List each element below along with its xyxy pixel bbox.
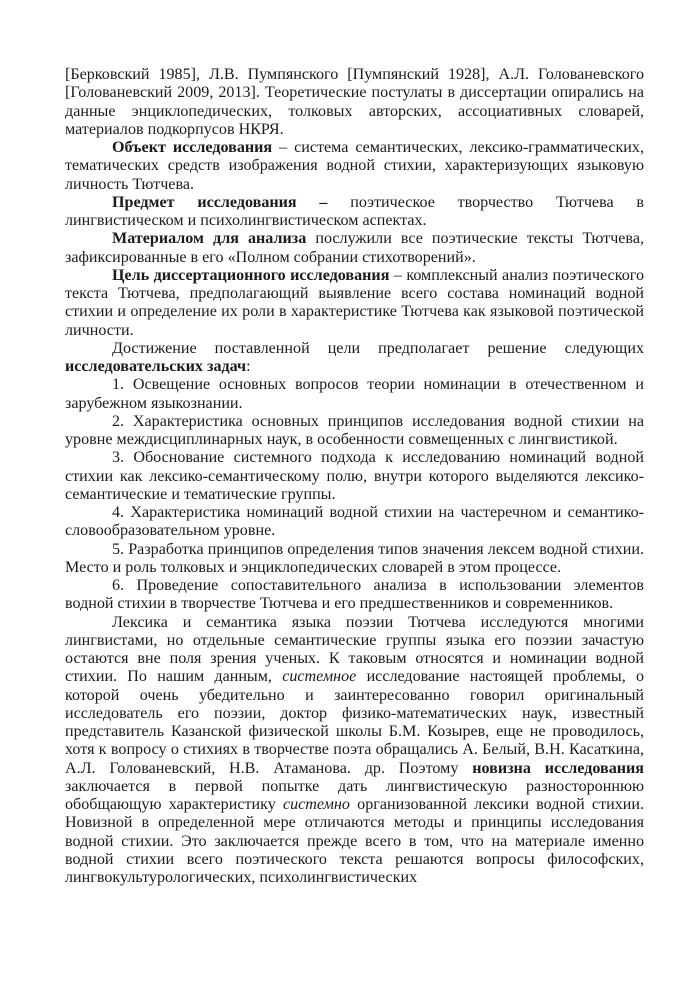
text-run: Лексика и семантика языка поэзии Тютчева исследуются многими лингвистами, но отдельные семантические группы языка его поэзии зачастую остаются вне поля зрения ученых. К таковым относятся и номинации водной стихии. По нашим данным, [65,613,644,686]
italic-emphasis: системно [282,796,350,813]
paragraph [65,449,644,504]
paragraph [65,66,644,139]
text-run: 5. Разработка принципов определения типов значения лексем водной стихии. Место и роль толковых и энциклопедических словарей в этом процессе. [65,540,644,576]
italic-emphasis: системное [282,668,357,686]
text-run: : [246,358,251,375]
text-run: [Берковский 1985], Л.В. Пумпянского [Пумпянский 1928], А.Л. Голованевского [Голованевский 2009, 2013]. Теоретические постулаты в диссертации опирались на данные энциклопедических, толковых авторских, ассоциативных словарей, материалов подкорпусов НКРЯ. [65,66,644,138]
paragraph [65,541,644,578]
text-run: исследование настоящей проблемы, о которой очень убедительно и заинтересованно говорил оригинальный исследователь его поэзии, доктор физико-математических наук, известный представитель Казанской физической школы Б.М. Козырев, еще не проводилось, хотя к вопросу о стихиях в творчестве поэта обращались А. Белый, В.Н. Касаткина, А.Л. Голованевский, Н.В. Атаманова. др. Поэтому [65,668,644,777]
text-run: – комплексный анализ поэтического текста Тютчева, предполагающий выявление всего состава номинаций водной стихии и определение их роли в характеристике Тютчева как языковой поэтической личности. [65,266,644,339]
document-body [65,66,644,887]
paragraph [65,340,644,377]
paragraph [65,230,644,267]
bold-term: Цель диссертационного исследования [112,266,390,284]
text-run: организованной лексики водной стихии. Новизной в определенной мере отличаются методы и принципы исследования водной стихии. Это заключается прежде всего в том, что на материале именно водной стихии всего поэтического текста решаются вопросы философских, лингвокультурологических, психолингвистических [65,796,645,886]
paragraph [65,614,644,888]
bold-term: Материалом для анализа [112,230,307,248]
text-run: 4. Характеристика номинаций водной стихии на частеречном и семантико-словообразовательном уровне. [65,504,644,540]
paragraph [65,376,644,413]
text-run: 6. Проведение сопоставительного анализа в использовании элементов водной стихии в творчестве Тютчева и его предшественников и современников. [65,577,644,613]
text-run: 3. Обоснование системного подхода к исследованию номинаций водной стихии как лексико-семантическому полю, внутри которого выделяются лексико-семантические и тематические группы. [65,449,644,503]
paragraph [65,577,644,614]
text-run: 2. Характеристика основных принципов исследования водной стихии на уровне междисциплинарных наук, в особенности совмещенных с лингвистикой. [65,412,644,448]
text-run: Достижение поставленной цели предполагает решение следующих [112,339,644,357]
text-run: – система семантических, лексико-грамматических, тематических средств изображения водной стихии, характеризующих языковую личность Тютчева. [65,139,644,193]
paragraph [65,139,644,194]
bold-term: Предмет исследования – [112,193,328,211]
text-run: 1. Освещение основных вопросов теории номинации в отечественном и зарубежном языкознании. [65,376,644,412]
bold-term: новизна исследования [472,759,644,777]
bold-term: исследовательских задач [65,358,247,375]
text-run: послужили все поэтические тексты Тютчева, зафиксированные в его «Полном собрании стихотворений». [65,230,644,266]
paragraph [65,194,644,231]
text-run: заключается в первой попытке дать лингвистическую разностороннюю обобщающую характеристику [65,777,644,813]
text-run: поэтическое творчество Тютчева в лингвистическом и психолингвистическом аспектах. [65,193,644,229]
paragraph [65,413,644,450]
bold-term: Объект исследования [112,139,273,156]
paragraph [65,267,644,340]
paragraph [65,504,644,541]
